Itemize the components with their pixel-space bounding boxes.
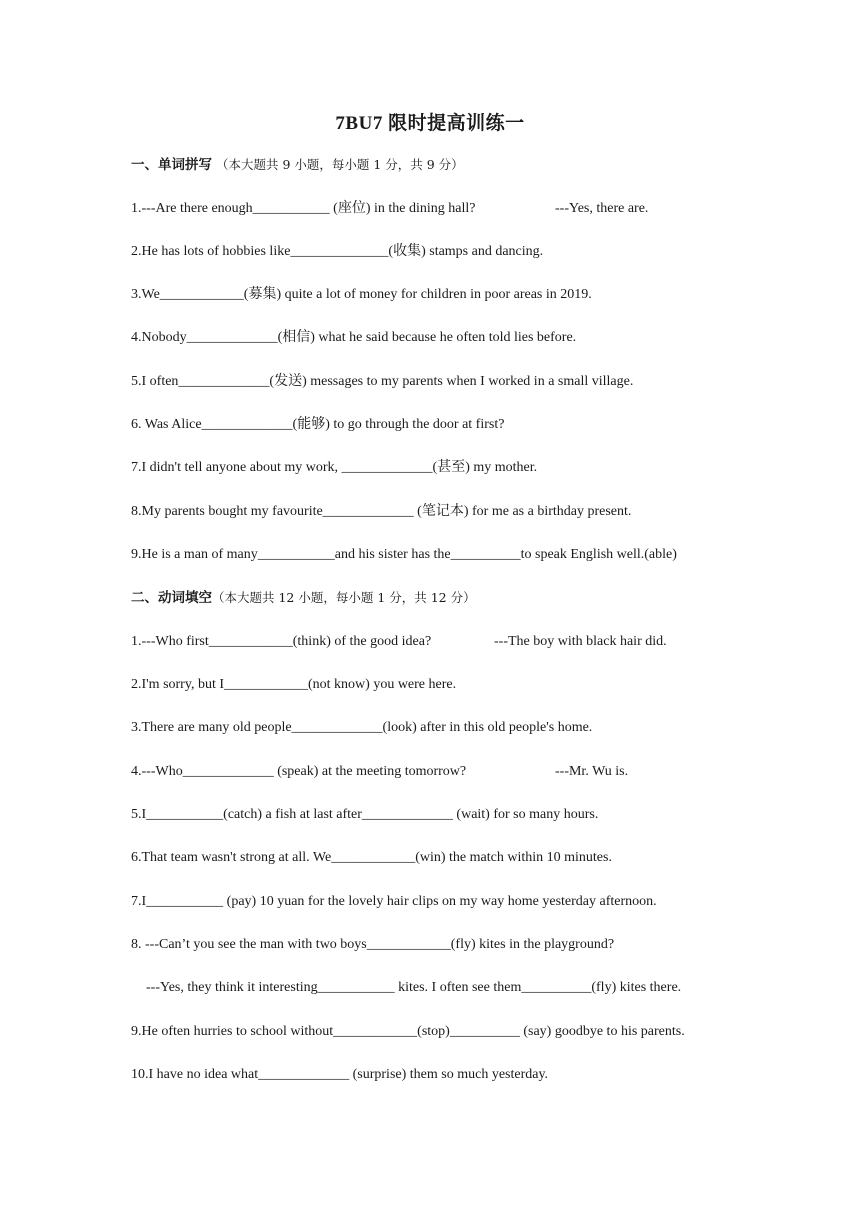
s2-question-4-answer: ---Mr. Wu is. bbox=[555, 764, 629, 779]
section1-heading-note: （本大题共 9 小题，每小题 1 分，共 9 分） bbox=[212, 157, 464, 172]
section2-heading-label: 二、动词填空 bbox=[131, 590, 212, 606]
s2-question-4: 4.---Who_____________ (speak) at the meeting tomorrow? bbox=[131, 764, 467, 779]
s1-question-5: 5.I often_____________(发送) messages to my parents when I worked in a small village. bbox=[131, 374, 634, 389]
section2-heading-note: （本大题共 12 小题，每小题 1 分，共 12 分） bbox=[212, 590, 476, 605]
s1-question-3: 3.We____________(募集) quite a lot of money for children in poor areas in 2019. bbox=[131, 287, 592, 302]
s1-question-8: 8.My parents bought my favourite_____________ (笔记本) for me as a birthday present. bbox=[131, 504, 632, 519]
section2-heading bbox=[131, 588, 476, 608]
s1-question-6: 6. Was Alice_____________(能够) to go through the door at first? bbox=[131, 417, 505, 432]
section1-heading-label: 一、单词拼写 bbox=[131, 157, 212, 173]
s2-question-5: 5.I___________(catch) a fish at last after_____________ (wait) for so many hours. bbox=[131, 807, 599, 822]
s2-question-8-reply: ---Yes, they think it interesting___________ kites. I often see them__________(fly) kites there. bbox=[146, 980, 682, 995]
page-title: 7BU7 限时提高训练一 bbox=[335, 113, 525, 134]
s2-question-1: 1.---Who first____________(think) of the good idea? bbox=[131, 634, 432, 649]
section1-heading bbox=[131, 155, 464, 175]
s2-question-10: 10.I have no idea what_____________ (surprise) them so much yesterday. bbox=[131, 1067, 549, 1082]
s1-question-2: 2.He has lots of hobbies like______________(收集) stamps and dancing. bbox=[131, 244, 544, 259]
s2-question-6: 6.That team wasn't strong at all. We____________(win) the match within 10 minutes. bbox=[131, 850, 612, 865]
s1-question-4: 4.Nobody_____________(相信) what he said because he often told lies before. bbox=[131, 330, 577, 345]
s1-question-1-answer: ---Yes, there are. bbox=[555, 201, 649, 216]
s2-question-3: 3.There are many old people_____________(look) after in this old people's home. bbox=[131, 720, 593, 735]
s2-question-9: 9.He often hurries to school without____________(stop)__________ (say) goodbye to his parents. bbox=[131, 1024, 685, 1039]
s2-question-8: 8. ---Can’t you see the man with two boys____________(fly) kites in the playground? bbox=[131, 937, 615, 952]
s2-question-1-answer: ---The boy with black hair did. bbox=[494, 634, 667, 649]
s1-question-1: 1.---Are there enough___________ (座位) in the dining hall? bbox=[131, 201, 476, 216]
s1-question-7: 7.I didn't tell anyone about my work, _____________(甚至) my mother. bbox=[131, 460, 538, 475]
s1-question-9: 9.He is a man of many___________and his sister has the__________to speak English well.(able) bbox=[131, 547, 677, 562]
s2-question-2: 2.I'm sorry, but I____________(not know) you were here. bbox=[131, 677, 457, 692]
s2-question-7: 7.I___________ (pay) 10 yuan for the lovely hair clips on my way home yesterday afternoon. bbox=[131, 894, 657, 909]
